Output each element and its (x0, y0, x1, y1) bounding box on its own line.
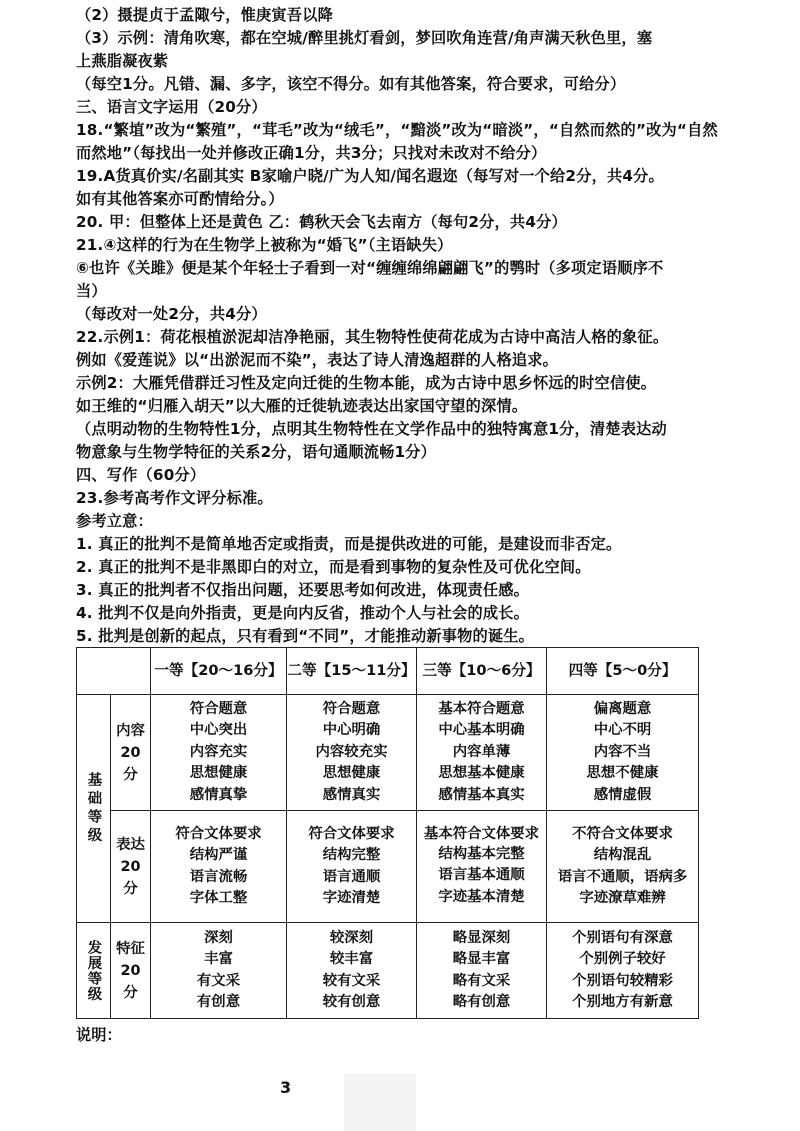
criterion-text: 语言通顺 (322, 868, 381, 885)
criterion-text: 略显丰富 (452, 951, 511, 967)
grade-1-header: 一等【20～16分】 (151, 648, 287, 695)
section-heading: 三、语言文字运用（20分） (76, 98, 267, 116)
criterion-text: 较有创意 (322, 994, 381, 1010)
criterion-text: 内容单薄 (452, 743, 511, 760)
list-item: 5. 批判是创新的起点，只有看到“不同”，才能推动新事物的诞生。 (76, 627, 535, 645)
text-line: （2）摄提贞于孟陬兮，惟庚寅吾以降 (76, 6, 333, 24)
criterion-text: 个别地方有新意 (572, 994, 673, 1010)
criterion-text: 内容充实 (189, 743, 248, 760)
criterion-text: 较深刻 (329, 929, 374, 946)
criterion-text: 略有创意 (452, 994, 511, 1010)
rubric-cell (417, 811, 547, 923)
text-line: 如有其他答案亦可酌情给分。） (76, 190, 284, 208)
criterion-text: 基本符合题意 (438, 700, 525, 717)
criterion-text: 思想健康 (322, 765, 381, 782)
rubric-cell (417, 695, 547, 811)
text-line: 21.④这样的行为在生物学上被称为“婚飞”（主语缺失） (76, 236, 453, 254)
group-basic-label (77, 695, 111, 923)
criterion-text: 字体工整 (189, 890, 248, 906)
criterion-text: 符合文体要求 (308, 825, 395, 842)
criterion-text: 字迹潦草难辨 (579, 890, 666, 906)
vertical-label: 发展等级 (85, 939, 102, 1002)
criterion-text: 符合题意 (189, 700, 248, 717)
criterion-text: 字迹基本清楚 (438, 888, 525, 905)
text-line: 参考立意： (76, 512, 153, 530)
table-row (77, 923, 699, 1019)
list-item: 1. 真正的批判不是简单地否定或指责，而是提供改进的可能，是建设而非否定。 (76, 535, 622, 553)
explanation-label: 说明： (76, 1026, 122, 1044)
criterion-text: 语言基本通顺 (438, 867, 525, 884)
criterion-text: 略有文采 (452, 972, 511, 989)
rubric-cell (287, 695, 417, 811)
grade-4-header: 四等【5～0分】 (547, 648, 699, 695)
criterion-text: 语言流畅 (189, 868, 248, 885)
text-line: 上燕脂凝夜紫 (76, 52, 169, 70)
group-dev-label (77, 923, 111, 1019)
criterion-text: 略显深刻 (452, 929, 511, 946)
criterion-text: 中心突出 (189, 722, 248, 739)
section-heading: 四、写作（60分） (76, 466, 206, 484)
text-line: 23.参考高考作文评分标准。 (76, 489, 273, 507)
criterion-text: 结构基本完整 (438, 845, 525, 862)
list-item: 4. 批判不仅是向外指责，更是向内反省，推动个人与社会的成长。 (76, 604, 530, 622)
criterion-text: 个别例子较好 (579, 951, 666, 967)
rubric-cell (151, 695, 287, 811)
rubric-cell (547, 923, 699, 1019)
criterion-text: 内容不当 (593, 743, 652, 760)
criterion-text: 较有文采 (322, 972, 381, 989)
criterion-text: 偏离题意 (593, 700, 652, 717)
rubric-cell (287, 811, 417, 923)
vertical-label: 基础等级 (85, 771, 102, 846)
rubric-header-row (77, 648, 699, 695)
text-line: ⑥也许《关雎》便是某个年轻士子看到一对“缠缠绵绵翩翩飞”的鹗时（多项定语顺序不 (76, 259, 664, 277)
table-row (77, 811, 699, 923)
row-label-text: 特征20分 (116, 940, 145, 1001)
text-line: （3）示例：清角吹寒，都在空城/醉里挑灯看剑，梦回吹角连营/角声满天秋色里，塞 (76, 29, 653, 47)
rubric-cell (287, 923, 417, 1019)
rubric-cell (547, 695, 699, 811)
criterion-text: 内容较充实 (315, 743, 388, 760)
criterion-text: 字迹清楚 (322, 890, 381, 906)
text-line: 19.A货真价实/名副其实 B家喻户晓/广为人知/闻名遐迩（每写对一个给2分，共4分。 (76, 167, 664, 185)
criterion-text: 结构严谨 (189, 847, 248, 863)
list-item: 3. 真正的批判者不仅指出问题，还要思考如何改进，体现责任感。 (76, 581, 530, 599)
table-row (77, 695, 699, 811)
scoring-rubric-table (76, 647, 699, 1019)
grade-2-header: 二等【15～11分】 (287, 648, 417, 695)
row-label-feature (111, 923, 151, 1019)
rubric-cell (151, 923, 287, 1019)
criterion-text: 感情虚假 (593, 786, 652, 803)
criterion-text: 符合文体要求 (175, 825, 262, 842)
criterion-text: 中心明确 (322, 722, 381, 739)
criterion-text: 基本符合文体要求 (423, 825, 540, 842)
text-line: 例如《爱莲说》以“出淤泥而不染”，表达了诗人清逸超群的人格追求。 (76, 351, 558, 369)
row-label-text: 内容20分 (116, 722, 145, 783)
criterion-text: 符合题意 (322, 700, 381, 717)
text-line: 当） (76, 282, 107, 300)
text-line: 18.“繁埴”改为“繁殖”，“茸毛”改为“绒毛”，“黯淡”改为“暗淡”，“自然而然的”改为“自然 (76, 121, 718, 139)
rubric-cell (547, 811, 699, 923)
rubric-cell (151, 811, 287, 923)
criterion-text: 结构混乱 (593, 847, 652, 863)
text-line: 而然地”（每找出一处并修改正确1分，共3分；只找对未改对不给分） (76, 144, 547, 162)
criterion-text: 较丰富 (329, 951, 374, 967)
answer-text-block (76, 4, 736, 648)
criterion-text: 有文采 (196, 972, 241, 989)
criterion-text: 思想不健康 (586, 765, 659, 782)
text-line: 如王维的“归雁入胡天”以大雁的迁徙轨迹表达出家国守望的深情。 (76, 397, 528, 415)
criterion-text: 感情基本真实 (438, 786, 525, 803)
criterion-text: 不符合文体要求 (572, 825, 673, 842)
text-line: （每改对一处2分，共4分） (76, 305, 267, 323)
row-label-content (111, 695, 151, 811)
text-line: （点明动物的生物特性1分，点明其生物特性在文学作品中的独特寓意1分，清楚表达动 (76, 420, 667, 438)
criterion-text: 思想基本健康 (438, 765, 525, 782)
text-line: 示例2：大雁凭借群迁习性及定向迁徙的生物本能，成为古诗中思乡怀远的时空信使。 (76, 374, 657, 392)
row-label-text: 表达20分 (116, 836, 145, 897)
scan-artifact (344, 1074, 416, 1131)
rubric-corner-cell (77, 648, 151, 695)
text-line: 物意象与生物学特征的关系2分，语句通顺流畅1分） (76, 443, 437, 461)
rubric-cell (417, 923, 547, 1019)
criterion-text: 语言不通顺，语病多 (557, 868, 688, 885)
row-label-expression (111, 811, 151, 923)
criterion-text: 有创意 (196, 994, 241, 1010)
text-line: （每空1分。凡错、漏、多字，该空不得分。如有其他答案，符合要求，可给分） (76, 75, 626, 93)
criterion-text: 中心不明 (593, 722, 652, 739)
criterion-text: 个别语句有深意 (572, 929, 673, 946)
criterion-text: 个别语句较精彩 (572, 972, 673, 989)
criterion-text: 丰富 (204, 951, 233, 967)
criterion-text: 感情真实 (322, 786, 381, 803)
page-number: 3 (280, 1078, 292, 1097)
criterion-text: 思想健康 (189, 765, 248, 782)
criterion-text: 深刻 (204, 929, 233, 946)
grade-3-header: 三等【10～6分】 (417, 648, 547, 695)
criterion-text: 中心基本明确 (438, 722, 525, 739)
text-line: 22.示例1：荷花根植淤泥却洁净艳丽，其生物特性使荷花成为古诗中高洁人格的象征。 (76, 328, 669, 346)
list-item: 2. 真正的批判不是非黑即白的对立，而是看到事物的复杂性及可优化空间。 (76, 558, 591, 576)
criterion-text: 感情真挚 (189, 786, 248, 803)
criterion-text: 结构完整 (322, 847, 381, 863)
text-line: 20. 甲：但整体上还是黄色 乙：鹤秋天会飞去南方（每句2分，共4分） (76, 213, 567, 231)
